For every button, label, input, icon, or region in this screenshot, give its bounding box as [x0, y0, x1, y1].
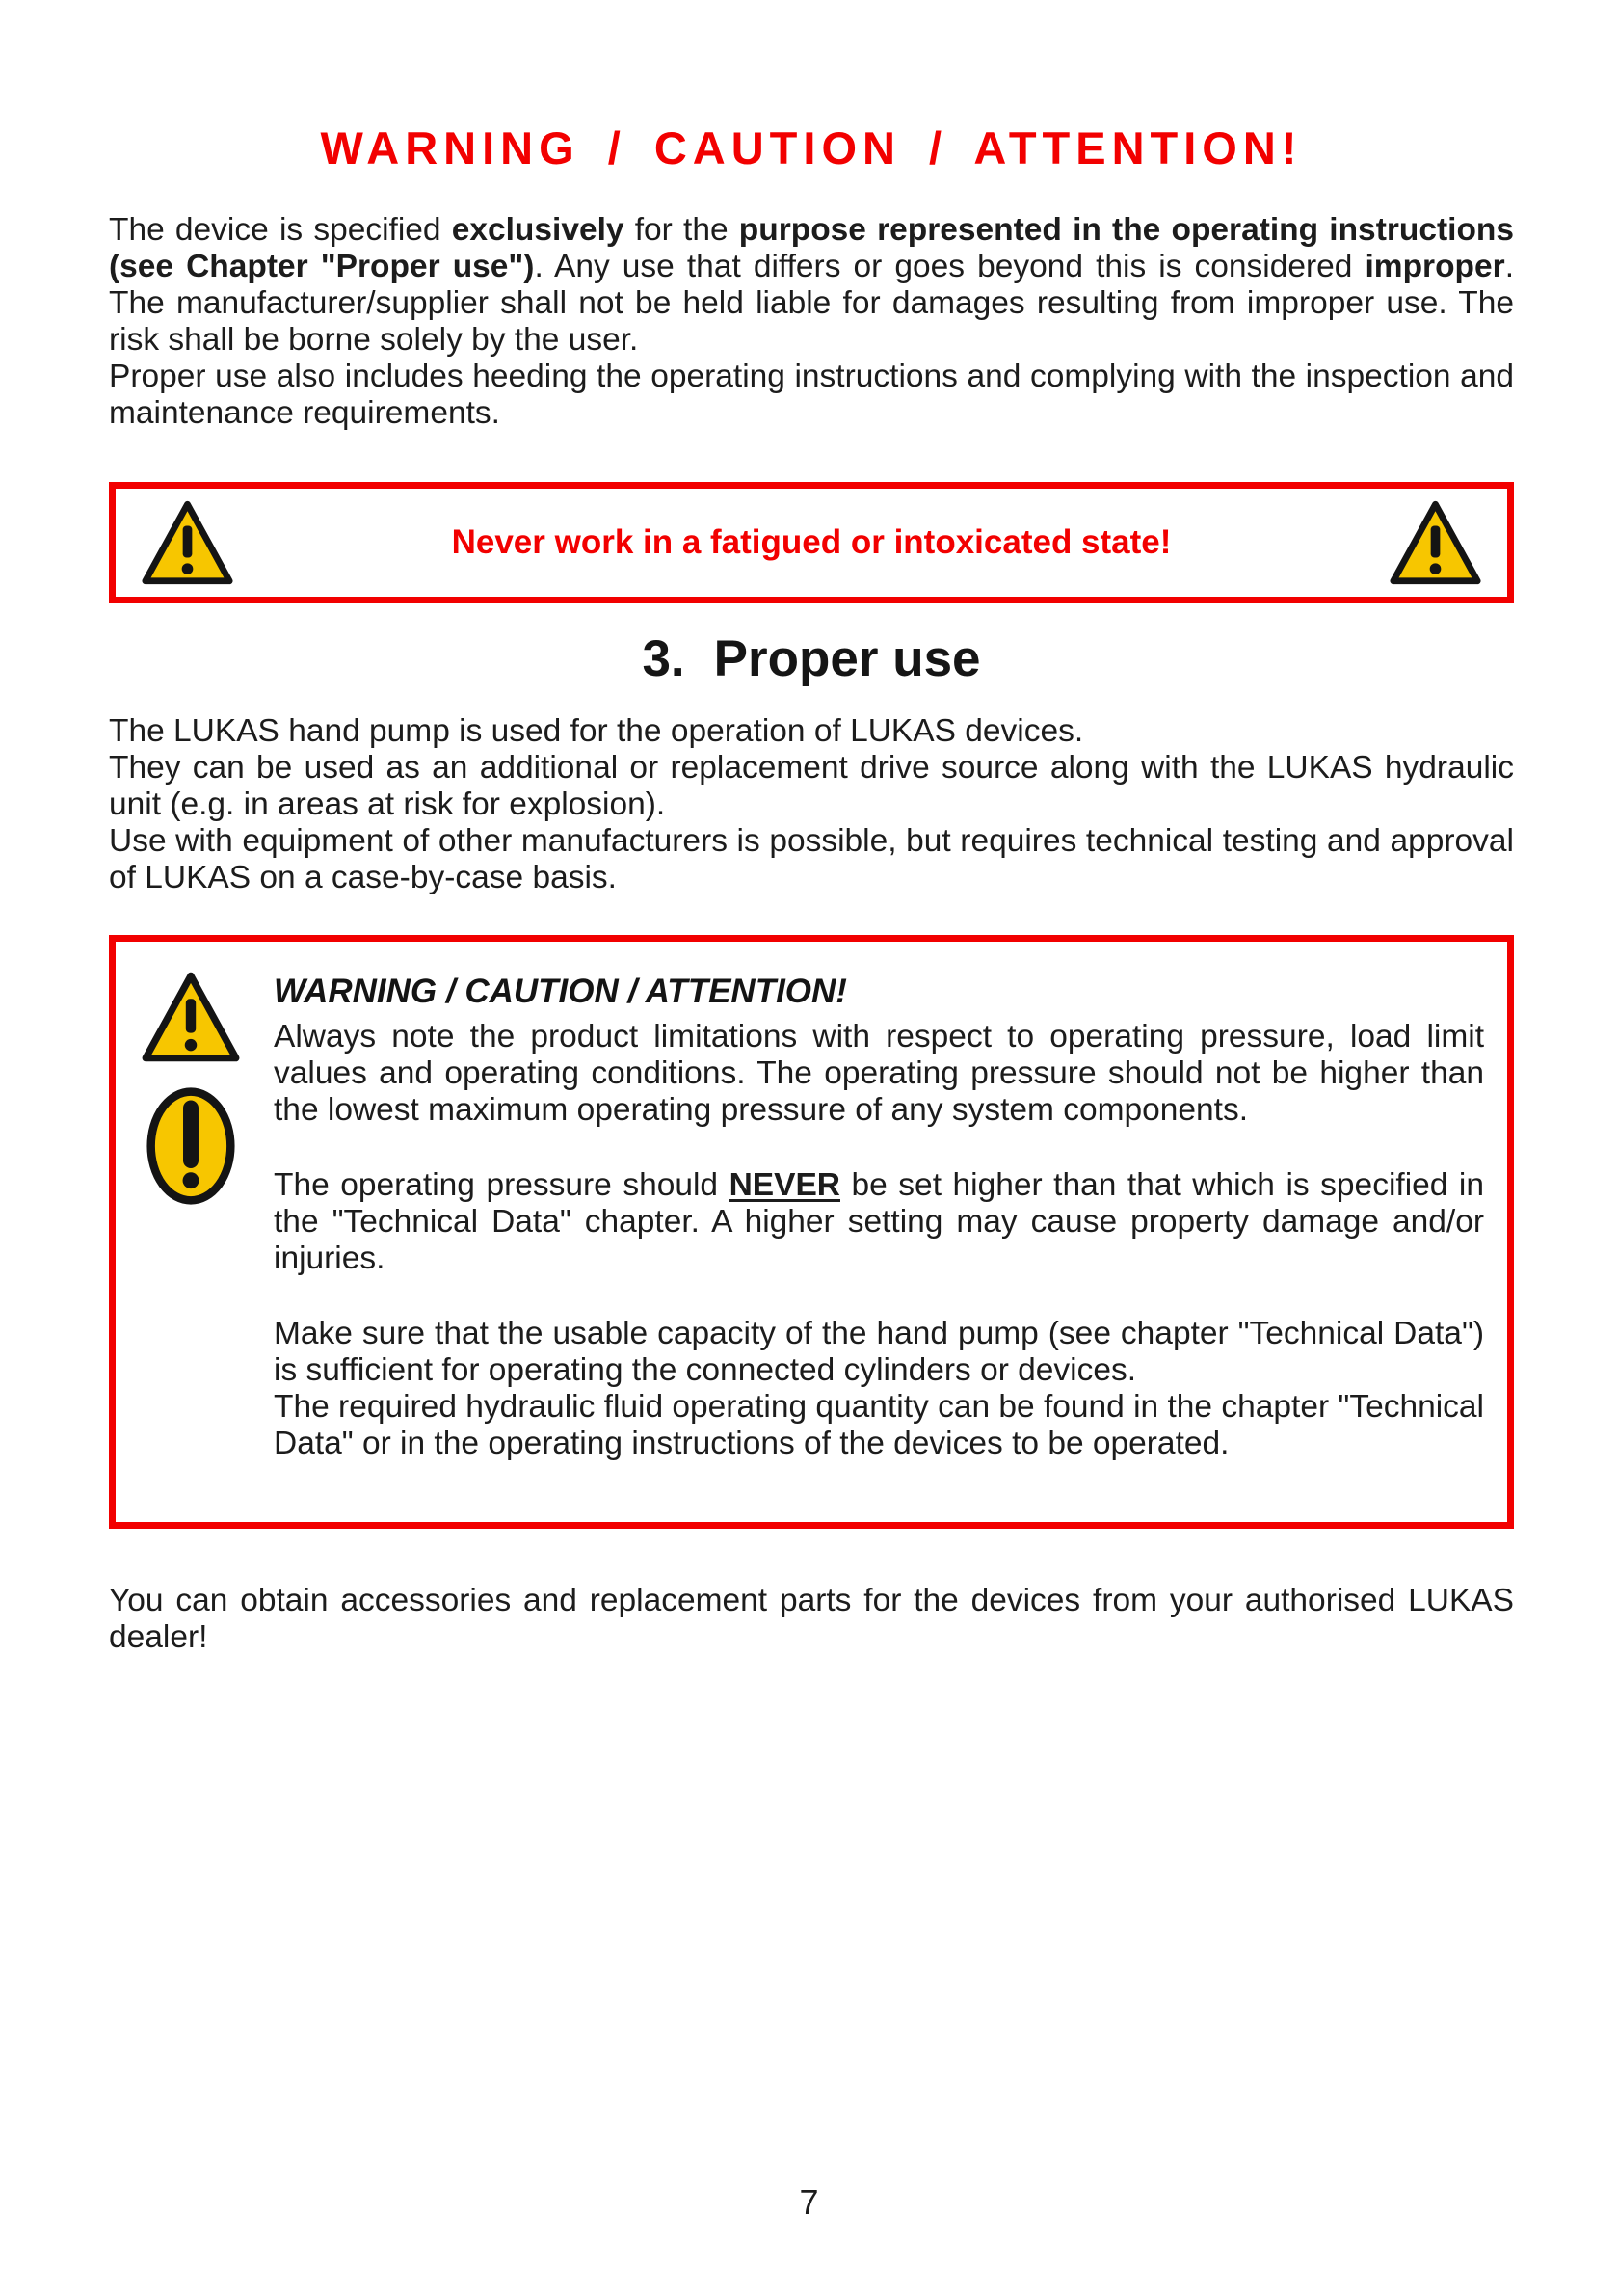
warning-box-paragraph-2 — [274, 1167, 1484, 1277]
intro-text-bold: improper — [1365, 249, 1505, 284]
warning-triangle-icon — [1389, 499, 1482, 586]
exclamation-circle-icon — [146, 1086, 236, 1206]
warning-box-paragraph-4: The required hydraulic fluid operating quantity can be found in the chapter "Technical Data" or in the operating instructions of the devices to be operated. — [274, 1389, 1484, 1461]
intro-text: . Any use that differs or goes beyond this is considered — [534, 249, 1366, 284]
warning-box-heading: WARNING / CAUTION / ATTENTION! — [274, 973, 847, 1010]
warning-icons-column — [137, 971, 245, 1462]
intro-text: The device is specified — [109, 212, 452, 248]
page-number: 7 — [799, 2182, 819, 2222]
paragraph-spacer — [274, 1277, 1484, 1316]
page-title: WARNING / CAUTION / ATTENTION! — [320, 122, 1303, 174]
proper-use-section — [109, 713, 1514, 896]
warning-box-paragraph-1: Always note the product limitations with respect to operating pressure, load limit values and operating conditions. The operating pressure should not be higher than the lowest maximum operating pressure of any system components. — [274, 1019, 1484, 1128]
intro-text: for the — [623, 212, 739, 248]
closing-paragraph: You can obtain accessories and replacement parts for the devices from your authorised LUKAS dealer! — [109, 1583, 1514, 1655]
section-title: Proper use — [713, 630, 981, 687]
section-number: 3. — [642, 630, 685, 687]
warning-box-text — [274, 971, 1484, 1462]
intro-paragraph-2: Proper use also includes heeding the operating instructions and complying with the inspection and maintenance requirements. — [109, 359, 1514, 431]
intro-section — [109, 212, 1514, 432]
never-emphasis: NEVER — [729, 1167, 840, 1203]
intro-text-bold: exclusively — [451, 212, 624, 248]
section-heading — [109, 630, 1514, 688]
fatigue-warning-message: Never work in a fatigued or intoxicated state! — [451, 523, 1172, 561]
fatigue-warning-box — [109, 482, 1514, 603]
paragraph-spacer — [274, 1129, 1484, 1167]
warning-box-paragraph-3: Make sure that the usable capacity of the hand pump (see chapter "Technical Data") is sufficient for operating the connected cylinders or devices. — [274, 1316, 1484, 1388]
closing-section — [109, 1583, 1514, 1656]
intro-text-bold: purpose represented in the operating instructions (see Chapter "Proper use") — [109, 212, 1514, 284]
caution-warning-box — [109, 935, 1514, 1529]
proper-use-paragraph-2: They can be used as an additional or replacement drive source along with the LUKAS hydraulic unit (e.g. in areas at risk for explosion). — [109, 750, 1514, 822]
proper-use-paragraph-3: Use with equipment of other manufacturers is possible, but requires technical testing and approval of LUKAS on a case-by-case basis. — [109, 823, 1514, 895]
warning-triangle-icon — [141, 971, 241, 1063]
warning-text: be set higher than that which is specified in the "Technical Data" chapter. A higher setting may cause property damage and/or injuries. — [274, 1167, 1484, 1276]
intro-text: . The manufacturer/supplier shall not be held liable for damages resulting from improper use. The risk shall be borne solely by the user. — [109, 249, 1515, 358]
proper-use-paragraph-1: The LUKAS hand pump is used for the operation of LUKAS devices. — [109, 713, 1084, 749]
page-content — [109, 0, 1514, 1656]
warning-text: The operating pressure should — [274, 1167, 729, 1203]
warning-triangle-icon — [141, 499, 234, 586]
intro-paragraph-1 — [109, 212, 1514, 359]
